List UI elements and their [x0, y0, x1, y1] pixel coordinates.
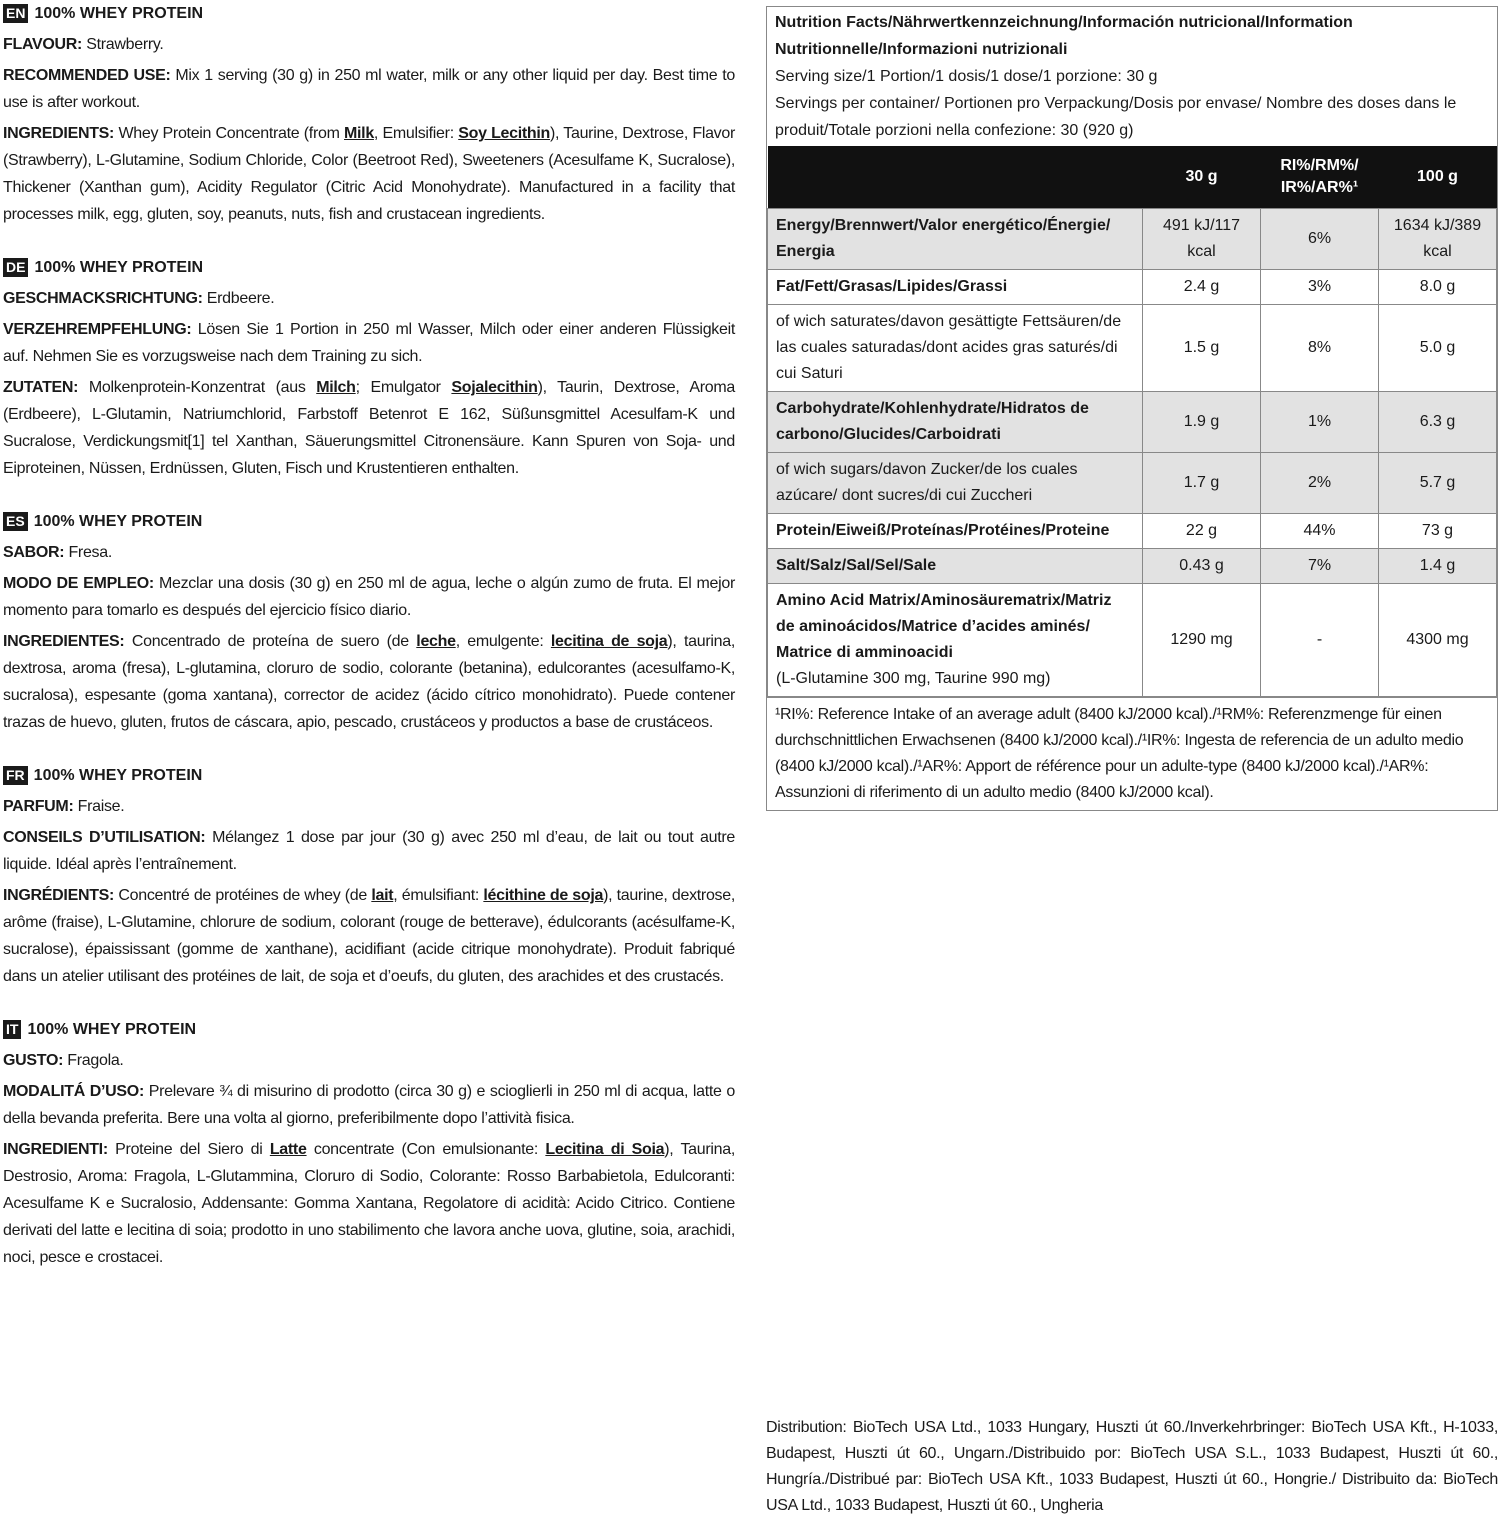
- flavour-value: Fragola.: [63, 1052, 124, 1069]
- flavour-label: SABOR:: [3, 544, 65, 561]
- nutrient-name: Carbohydrate/Kohlenhydrate/Hidratos de carbono/Glucides/Carboidrati: [768, 392, 1143, 453]
- table-row: [768, 514, 1497, 549]
- value-100g: 6.3 g: [1379, 392, 1497, 453]
- value-100g: 5.0 g: [1379, 305, 1497, 392]
- section-fr: [3, 762, 735, 990]
- table-row: [768, 392, 1497, 453]
- reference-intake-footnote: ¹RI%: Reference Intake of an average adult (8400 kJ/2000 kcal)./¹RM%: Referenzmenge für einen durchschnittlichen Erwachsenen (8400 kJ/2000 kcal)./¹IR%: Ingesta de referencia de un adulto medio (8400 kJ/2000 kcal)./¹AR%: Apport de référence pour un adulte-type (8400 kJ/2000 kcal)./¹AR%: Assunzioni di riferimento di un adulto medio (8400 kJ/2000 kcal).: [767, 697, 1497, 810]
- usage-label: CONSEILS D’UTILISATION:: [3, 829, 206, 846]
- usage-line: [3, 316, 735, 370]
- flavour-line: [3, 1047, 735, 1074]
- nutrient-note: (L-Glutamine 300 mg, Taurine 990 mg): [776, 670, 1051, 687]
- allergen: lait: [371, 887, 394, 904]
- section-title: [3, 0, 735, 27]
- serving-size: Serving size/1 Portion/1 dosis/1 dose/1 porzione: 30 g: [775, 68, 1158, 85]
- value-30g: 1.5 g: [1143, 305, 1261, 392]
- allergen: leche: [416, 633, 456, 650]
- table-row: [768, 584, 1497, 697]
- ingredients-text: , Emulsifier:: [373, 125, 459, 142]
- ingredients-text: , émulsifiant:: [393, 887, 484, 904]
- nutrient-cell: [768, 584, 1143, 697]
- nutrition-facts-box: [766, 6, 1498, 811]
- usage-label: VERZEHREMPFEHLUNG:: [3, 321, 192, 338]
- nutrient-name: Amino Acid Matrix/Aminosäurematrix/Matriz de aminoácidos/Matrice d’acides aminés/ Matrice di amminoacidi: [776, 592, 1112, 661]
- flavour-value: Strawberry.: [82, 36, 164, 53]
- language-code-badge: IT: [3, 1020, 21, 1039]
- ingredients-line: [3, 882, 735, 990]
- value-ri: 6%: [1261, 209, 1379, 270]
- ingredient-sections: [3, 0, 735, 1297]
- ingredients-text: Whey Protein Concentrate (from: [114, 125, 344, 142]
- ingredients-text: ), Taurine, Dextrose, Flavor (Strawberry), L-Glutamine, Sodium Chloride, Color (Beetroot Red), Sweeteners (Acesulfame K, Sucralose), Thickener (Xanthan gum), Acidity Regulator (Citric Acid Monohydrate). Manufactured in a facility that processes milk, egg, gluten, soy, peanuts, nuts, fish and crustacean ingredients.: [3, 125, 736, 223]
- ingredients-text: ), taurine, dextrose, arôme (fraise), L-Glutamine, chlorure de sodium, colorant (rouge de betterave), édulcorants (acésulfame-K, sucralose), épaississant (gomme de xanthane), acidifiant (acide citrique monohydrate). Produit fabriqué dans un atelier utilisant des protéines de lait, de soja et d’oeufs, du gluten, des arachides et des crustacés.: [3, 887, 735, 985]
- value-100g: 1634 kJ/389 kcal: [1379, 209, 1497, 270]
- allergen: lecitina de soja: [550, 633, 668, 650]
- usage-text: Mélangez 1 dose par jour (30 g) avec 250 ml d’eau, de lait ou tout autre liquide. Idéal après l’entraînement.: [3, 829, 735, 873]
- value-ri: -: [1261, 584, 1379, 697]
- section-title: [3, 762, 735, 789]
- value-100g: 1.4 g: [1379, 549, 1497, 584]
- ingredients-label: INGREDIENTES:: [3, 633, 125, 650]
- ingredients-text: ), Taurin, Dextrose, Aroma (Erdbeere), L-Glutamin, Natriumchlorid, Farbstoff Betenrot E 162, Süßunsgmittel Acesulfam-K und Sucralose, Verdickungsmit[1] tel Xanthan, Säuerungsmittel Citronensäure. Kann Spuren von Soja- und Eiproteinen, Nüssen, Erdnüssen, Gluten, Fisch und Krustentieren enthalten.: [3, 379, 735, 477]
- usage-line: [3, 570, 735, 624]
- usage-text: Lösen Sie 1 Portion in 250 ml Wasser, Milch oder einer anderen Flüssigkeit auf. Nehmen Sie es vorzugsweise nach dem Training zu sich.: [3, 321, 735, 365]
- column-header-ri: RI%/RM%/ IR%/AR%¹: [1261, 146, 1379, 209]
- nutrient-name: Energy/Brennwert/Valor energético/Énergie/ Energia: [768, 209, 1143, 270]
- value-ri: 1%: [1261, 392, 1379, 453]
- value-ri: 44%: [1261, 514, 1379, 549]
- value-30g: 22 g: [1143, 514, 1261, 549]
- nutrient-name: Fat/Fett/Grasas/Lipides/Grassi: [768, 270, 1143, 305]
- product-name: 100% WHEY PROTEIN: [33, 767, 203, 784]
- table-row: [768, 549, 1497, 584]
- value-100g: 4300 mg: [1379, 584, 1497, 697]
- value-100g: 73 g: [1379, 514, 1497, 549]
- ingredients-line: [3, 1136, 735, 1271]
- product-name: 100% WHEY PROTEIN: [33, 513, 203, 530]
- value-30g: 1.7 g: [1143, 453, 1261, 514]
- usage-label: MODALITÁ D’USO:: [3, 1083, 144, 1100]
- usage-line: [3, 824, 735, 878]
- value-ri: 7%: [1261, 549, 1379, 584]
- ingredients-text: Concentrado de proteína de suero (de: [124, 633, 417, 650]
- flavour-label: FLAVOUR:: [3, 36, 83, 53]
- servings-per-container: Servings per container/ Portionen pro Verpackung/Dosis por envase/ Nombre des doses dans le produit/Totale porzioni nella confezione: 30 (920 g): [775, 95, 1457, 139]
- usage-line: [3, 62, 735, 116]
- value-ri: 8%: [1261, 305, 1379, 392]
- nutrient-name: Salt/Salz/Sal/Sel/Sale: [768, 549, 1143, 584]
- flavour-value: Fraise.: [73, 798, 125, 815]
- ingredients-text: Molkenprotein-Konzentrat (aus: [78, 379, 317, 396]
- ingredients-text: , emulgente:: [455, 633, 551, 650]
- ingredients-line: [3, 374, 735, 482]
- usage-line: [3, 1078, 735, 1132]
- ingredients-text: Proteine del Siero di: [107, 1141, 270, 1158]
- allergen: Milk: [344, 125, 374, 142]
- product-name: 100% WHEY PROTEIN: [27, 1021, 197, 1038]
- allergen: Latte: [269, 1141, 307, 1158]
- usage-text: Mix 1 serving (30 g) in 250 ml water, milk or any other liquid per day. Best time to use is after workout.: [3, 67, 736, 111]
- flavour-value: Fresa.: [64, 544, 113, 561]
- section-title: [3, 254, 735, 281]
- section-title: [3, 1016, 735, 1043]
- language-code-badge: EN: [3, 4, 28, 23]
- flavour-line: [3, 793, 735, 820]
- table-row: [768, 305, 1497, 392]
- value-ri: 3%: [1261, 270, 1379, 305]
- language-code-badge: FR: [3, 766, 28, 785]
- ingredients-text: Concentré de protéines de whey (de: [114, 887, 372, 904]
- product-name: 100% WHEY PROTEIN: [34, 5, 204, 22]
- allergen: Lecitina di Soia: [545, 1141, 665, 1158]
- ingredients-line: [3, 628, 735, 736]
- value-30g: 1.9 g: [1143, 392, 1261, 453]
- column-header-100g: 100 g: [1379, 146, 1497, 209]
- section-en: [3, 0, 735, 228]
- table-header-row: [768, 146, 1497, 209]
- usage-label: RECOMMENDED USE:: [3, 67, 171, 84]
- ingredients-text: ), taurina, dextrosa, aroma (fresa), L-glutamina, cloruro de sodio, colorante (betanina), edulcorantes (acesulfamo-K, sucralosa), espesante (goma xantana), corrector de acidez (ácido cítrico monohidrato). Puede contener trazas de huevo, gluten, frutos de cáscara, apio, pescado, crustáceos y productos a base de crustáceos.: [3, 633, 735, 731]
- allergen: Soy Lecithin: [458, 125, 551, 142]
- value-30g: 0.43 g: [1143, 549, 1261, 584]
- ingredients-label: INGREDIENTS:: [3, 125, 115, 142]
- allergen: lécithine de soja: [483, 887, 604, 904]
- nutrient-name: Protein/Eiweiß/Proteínas/Protéines/Proteine: [768, 514, 1143, 549]
- flavour-line: [3, 31, 735, 58]
- allergen: Sojalecithin: [451, 379, 538, 396]
- usage-text: Mezclar una dosis (30 g) en 250 ml de agua, leche o algún zumo de fruta. El mejor momento para tomarlo es después del ejercicio físico diario.: [3, 575, 735, 619]
- flavour-line: [3, 285, 735, 312]
- column-header-30g: 30 g: [1143, 146, 1261, 209]
- ingredients-line: [3, 120, 735, 228]
- ingredients-text: ), Taurina, Destrosio, Aroma: Fragola, L-Glutammina, Cloruro di Sodio, Colorante: Rosso Barbabietola, Edulcoranti: Acesulfame K e Sucralosio, Addensante: Gomma Xantana, Regolatore di acidità: Acido Citrico. Contiene derivati del latte e lecitina di soia; prodotto in uno stabilimento che lavora anche uova, glutine, soia, arachidi, noci, pesce e crostacei.: [3, 1141, 736, 1266]
- flavour-value: Erdbeere.: [202, 290, 275, 307]
- flavour-label: GESCHMACKSRICHTUNG:: [3, 290, 203, 307]
- table-row: [768, 453, 1497, 514]
- ingredients-label: INGRÉDIENTS:: [3, 887, 115, 904]
- column-header-nutrient: [768, 146, 1143, 209]
- distribution-info: Distribution: BioTech USA Ltd., 1033 Hungary, Huszti út 60./Inverkehrbringer: BioTech USA Kft., H-1033, Budapest, Huszti út 60., Ungarn./Distribuido por: BioTech USA S.L., 1033 Budapest, Huszti út 60., Hungría./Distribué par: BioTech USA Kft., 1033 Budapest, Huszti út 60., Hongrie./ Distribuito da: BioTech USA Ltd., 1033 Budapest, Huszti út 60., Ungheria: [766, 1419, 1498, 1514]
- flavour-label: GUSTO:: [3, 1052, 64, 1069]
- ingredients-label: INGREDIENTI:: [3, 1141, 108, 1158]
- value-30g: 491 kJ/117 kcal: [1143, 209, 1261, 270]
- value-30g: 1290 mg: [1143, 584, 1261, 697]
- language-code-badge: DE: [3, 258, 28, 277]
- nutrition-panel: [766, 6, 1498, 811]
- value-ri: 2%: [1261, 453, 1379, 514]
- value-100g: 8.0 g: [1379, 270, 1497, 305]
- flavour-line: [3, 539, 735, 566]
- value-100g: 5.7 g: [1379, 453, 1497, 514]
- language-code-badge: ES: [3, 512, 28, 531]
- value-30g: 2.4 g: [1143, 270, 1261, 305]
- flavour-label: PARFUM:: [3, 798, 74, 815]
- nutrition-table: [767, 146, 1497, 697]
- nutrition-title: Nutrition Facts/Nährwertkennzeichnung/Información nutricional/Information Nutritionnelle/Informazioni nutrizionali: [775, 14, 1353, 58]
- allergen: Milch: [316, 379, 356, 396]
- nutrition-header: [767, 7, 1497, 146]
- section-title: [3, 508, 735, 535]
- section-de: [3, 254, 735, 482]
- ingredients-label: ZUTATEN:: [3, 379, 79, 396]
- usage-text: Prelevare ¾ di misurino di prodotto (circa 30 g) e scioglierli in 250 ml di acqua, latte o della bevanda preferita. Bere una volta al giorno, preferibilmente dopo l’attività fisica.: [3, 1083, 735, 1127]
- section-es: [3, 508, 735, 736]
- table-row: [768, 209, 1497, 270]
- nutrient-name: of wich sugars/davon Zucker/de los cuales azúcare/ dont sucres/di cui Zuccheri: [768, 453, 1143, 514]
- section-it: [3, 1016, 735, 1271]
- product-name: 100% WHEY PROTEIN: [34, 259, 204, 276]
- ingredients-text: ; Emulgator: [355, 379, 452, 396]
- usage-label: MODO DE EMPLEO:: [3, 575, 154, 592]
- table-row: [768, 270, 1497, 305]
- nutrient-name: of wich saturates/davon gesättigte Fettsäuren/de las cuales saturadas/dont acides gras saturés/di cui Saturi: [768, 305, 1143, 392]
- ingredients-text: concentrate (Con emulsionante:: [306, 1141, 546, 1158]
